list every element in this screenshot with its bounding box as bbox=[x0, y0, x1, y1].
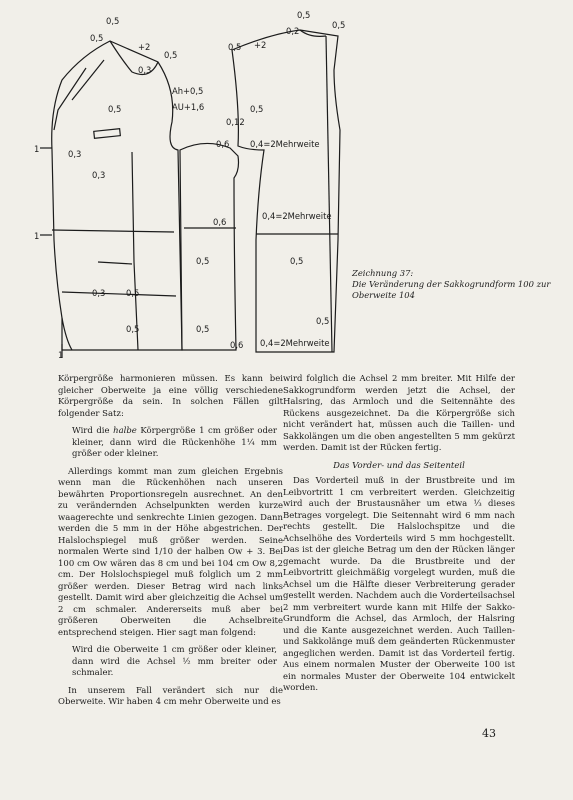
label-05-g: 0,5 bbox=[108, 104, 122, 114]
label-05-i: 0,5 bbox=[126, 324, 140, 334]
front-chest-dart bbox=[54, 68, 86, 130]
label-05-f: 0,5 bbox=[332, 20, 346, 30]
rule-chest-width: Wird die Oberweite 1 cm größer oder kleiner, dann wird die Achsel ½ mm breiter oder schmaler. bbox=[72, 645, 277, 678]
caption-text: Die Veränderung der Sakkogrundform 100 zur Oberweite 104 bbox=[352, 279, 551, 300]
label-mehrweite-1: 0,4=2Mehrweite bbox=[250, 139, 320, 149]
section-heading: Das Vorder- und das Seitenteil bbox=[333, 460, 465, 471]
label-02: 0,2 bbox=[286, 26, 300, 36]
front-pocket-line bbox=[62, 292, 176, 296]
front-edge-curve bbox=[62, 318, 72, 350]
label-mehrweite-3: 0,4=2Mehrweite bbox=[260, 338, 330, 348]
right-paragraph-2: Das Vorderteil muß in der Brustbreite und im Leibvortritt 1 cm verbreitert werden. Gleichzeitig wird auch der Brustausnäher um etwa ⅓ dieses Betrages vorgelegt. Die Seitennaht wird 6 mm nach rechts gestellt. Die Halslochspitze und die Achselhöhe des Vorderteils wird 5 mm hochgestellt. Das ist der gleiche Betrag um den der Rücken länger gemacht wurde. Da die Brustbreite und der Leibvortritt gleichmäßig vorgelegt wurden, muß die Achsel um die Hälfte dieser Verbreiterung gerader gestellt werden. Nachdem auch die Vorderteilsachsel 2 mm verbreitert wurde kann mit Hilfe der Sakko-Grundform die Achsel, das Armloch, der Halsring und die Kante ausgezeichnet werden. Auch Taillen- und Sakkolänge muß dem geänderten Rückenmuster angeglichen werden. Damit ist das Vorderteil fertig. Aus einem normalen Muster der Oberweite 100 ist ein normales Muster der Oberweite 104 entwickelt worden. bbox=[283, 476, 515, 693]
label-03-b: 0,3 bbox=[68, 149, 82, 159]
label-au: AU+1,6 bbox=[172, 102, 205, 112]
label-05-j: 0,5 bbox=[196, 256, 210, 266]
label-05-l: 0,5 bbox=[196, 324, 210, 334]
label-1-a: 1 bbox=[34, 144, 40, 154]
caption-title: Zeichnung 37: bbox=[352, 268, 414, 278]
label-03-c: 0,3 bbox=[92, 170, 106, 180]
label-05-a: 0,5 bbox=[106, 16, 120, 26]
label-05-b: 0,5 bbox=[90, 33, 104, 43]
label-05-n: 0,5 bbox=[250, 104, 264, 114]
left-paragraph-1: Körpergröße harmonieren müssen. Es kann bei gleicher Oberweite ja eine völlig verschiedene Körpergröße da sein. In solchen Fällen gilt folgender Satz: bbox=[58, 374, 283, 419]
right-paragraph-1: wird folglich die Achsel 2 mm breiter. Mit Hilfe der Sakkogrundform werden jetzt die Achsel, der Halsring, das Armloch und die Seitennähte des Rückens ausgezeichnet. Da die Körpergröße sich nicht verändert hat, müssen auch die Taillen- und Sakkolängen um die oben angestellten 5 mm gekürzt werden. Damit ist der Rücken fertig. bbox=[283, 374, 515, 453]
label-03-a: 0,3 bbox=[138, 65, 152, 75]
label-ah: Ah+0,5 bbox=[172, 86, 204, 96]
left-paragraph-3: In unserem Fall verändert sich nur die Oberweite. Wir haben 4 cm mehr Oberweite und es bbox=[58, 685, 283, 707]
label-mehrweite-2: 0,4=2Mehrweite bbox=[262, 211, 332, 221]
rule1-emphasis: halbe bbox=[113, 426, 137, 436]
rule1-end: Körpergröße 1 cm größer oder kleiner, dann wird die Rückenhöhe 1¼ mm größer oder kleiner. bbox=[72, 426, 277, 459]
figure-caption bbox=[352, 268, 552, 301]
label-plus2-a: +2 bbox=[138, 42, 151, 52]
pattern-drawing bbox=[0, 0, 573, 372]
label-1-b: 1 bbox=[34, 231, 40, 241]
label-05-e: 0,5 bbox=[297, 10, 311, 20]
label-05-c: 0,5 bbox=[164, 50, 178, 60]
label-05-k: 0,5 bbox=[290, 256, 304, 266]
label-06-c: 0,6 bbox=[230, 340, 244, 350]
page-number: 43 bbox=[482, 727, 496, 740]
front-waist-line bbox=[52, 230, 174, 232]
right-text-column bbox=[283, 374, 515, 695]
front-lapel-line bbox=[72, 60, 104, 100]
label-06-a: 0,6 bbox=[216, 139, 230, 149]
label-05-h: 0,5 bbox=[126, 288, 140, 298]
side-piece-outline bbox=[180, 143, 239, 350]
label-012: 0,12 bbox=[226, 117, 245, 127]
rule-body-height bbox=[72, 426, 277, 461]
label-plus2-b: +2 bbox=[254, 40, 267, 50]
rule1-start: Wird die bbox=[72, 426, 114, 436]
label-03-d: 0,3 bbox=[92, 288, 106, 298]
label-1-c: 1 bbox=[58, 350, 64, 360]
left-paragraph-2: Allerdings kommt man zum gleichen Ergebnis wenn man die Rückenhöhen nach unseren bewährten Proportionsregeln ausrechnet. An den zu verändernden Achselpunkten werden kurze waagerechte und senkrechte Linien gezogen. Dann werden die 5 mm in der Höhe abgestrichen. Der Halslochspiegel muß größer werden. Seine normalen Werte sind 1/10 der halben Ow + 3. Bei 100 cm Ow wären das 8 cm und bei 104 cm Ow 8,2 cm. Der Holslochspiegel muß folglich um 2 mm größer werden. Dieser Betrag wird nach links gestellt. Damit wird aber gleichzeitig die Achsel um 2 cm schmaler. Andererseits muß aber bei größeren Oberweiten die Achselbreite entsprechend steigen. Hier sagt man folgend: bbox=[58, 466, 283, 638]
breast-pocket bbox=[94, 129, 121, 139]
label-06-b: 0,6 bbox=[213, 217, 227, 227]
label-05-d: 0,5 bbox=[228, 42, 242, 52]
back-piece-outline bbox=[232, 30, 340, 352]
label-05-m: 0,5 bbox=[316, 316, 330, 326]
back-center-line bbox=[326, 36, 332, 352]
front-piece-outline bbox=[52, 41, 182, 350]
left-text-column bbox=[58, 374, 283, 709]
hip-pocket bbox=[98, 262, 132, 264]
pattern-outlines bbox=[40, 30, 340, 358]
pattern-labels bbox=[34, 10, 345, 360]
front-side-dart bbox=[132, 152, 138, 350]
